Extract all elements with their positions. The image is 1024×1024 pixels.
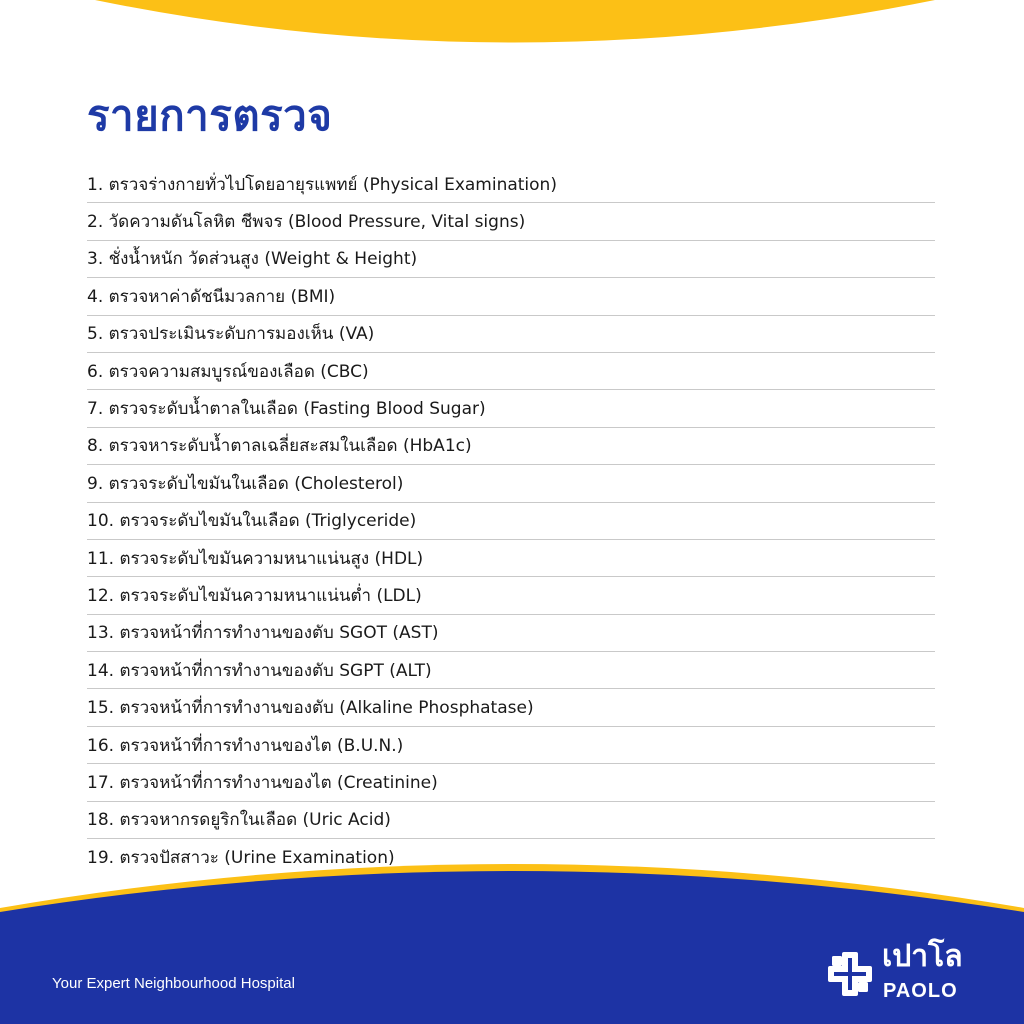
- list-item: 13. ตรวจหน้าที่การทำงานของตับ SGOT (AST): [87, 615, 935, 652]
- list-item: 19. ตรวจปัสสาวะ (Urine Examination): [87, 848, 395, 869]
- list-item: 5. ตรวจประเมินระดับการมองเห็น (VA): [87, 316, 935, 353]
- list-item: 6. ตรวจความสมบูรณ์ของเลือด (CBC): [87, 353, 935, 390]
- list-item: 15. ตรวจหน้าที่การทำงานของตับ (Alkaline Phosphatase): [87, 689, 935, 726]
- list-item: 17. ตรวจหน้าที่การทำงานของไต (Creatinine): [87, 764, 935, 801]
- paolo-logo: [826, 939, 986, 1004]
- list-item: 7. ตรวจระดับน้ำตาลในเลือด (Fasting Blood Sugar): [87, 390, 935, 427]
- logo-english-text: PAOLO: [883, 980, 958, 1002]
- list-item: 8. ตรวจหาระดับน้ำตาลเฉลี่ยสะสมในเลือด (HbA1c): [87, 428, 935, 465]
- cross-logo-icon: [826, 950, 874, 998]
- list-item: 11. ตรวจระดับไขมันความหนาแน่นสูง (HDL): [87, 540, 935, 577]
- footer-tagline: Your Expert Neighbourhood Hospital: [52, 975, 295, 992]
- exam-checklist: [87, 166, 935, 876]
- list-item: 18. ตรวจหากรดยูริกในเลือด (Uric Acid): [87, 802, 935, 839]
- list-item: 1. ตรวจร่างกายทั่วไปโดยอายุรแพทย์ (Physical Examination): [87, 166, 935, 203]
- page-title: รายการตรวจ: [87, 91, 333, 140]
- list-item: 3. ชั่งน้ำหนัก วัดส่วนสูง (Weight & Height): [87, 241, 935, 278]
- list-item: 10. ตรวจระดับไขมันในเลือด (Triglyceride): [87, 503, 935, 540]
- list-item: 4. ตรวจหาค่าดัชนีมวลกาย (BMI): [87, 278, 935, 315]
- top-yellow-arc: [0, 0, 1024, 60]
- logo-thai-text: เปาโล: [882, 939, 963, 974]
- list-item: 9. ตรวจระดับไขมันในเลือด (Cholesterol): [87, 465, 935, 502]
- list-item: 12. ตรวจระดับไขมันความหนาแน่นต่ำ (LDL): [87, 577, 935, 614]
- list-item: 2. วัดความดันโลหิต ชีพจร (Blood Pressure, Vital signs): [87, 203, 935, 240]
- list-item: 14. ตรวจหน้าที่การทำงานของตับ SGPT (ALT): [87, 652, 935, 689]
- list-item: 16. ตรวจหน้าที่การทำงานของไต (B.U.N.): [87, 727, 935, 764]
